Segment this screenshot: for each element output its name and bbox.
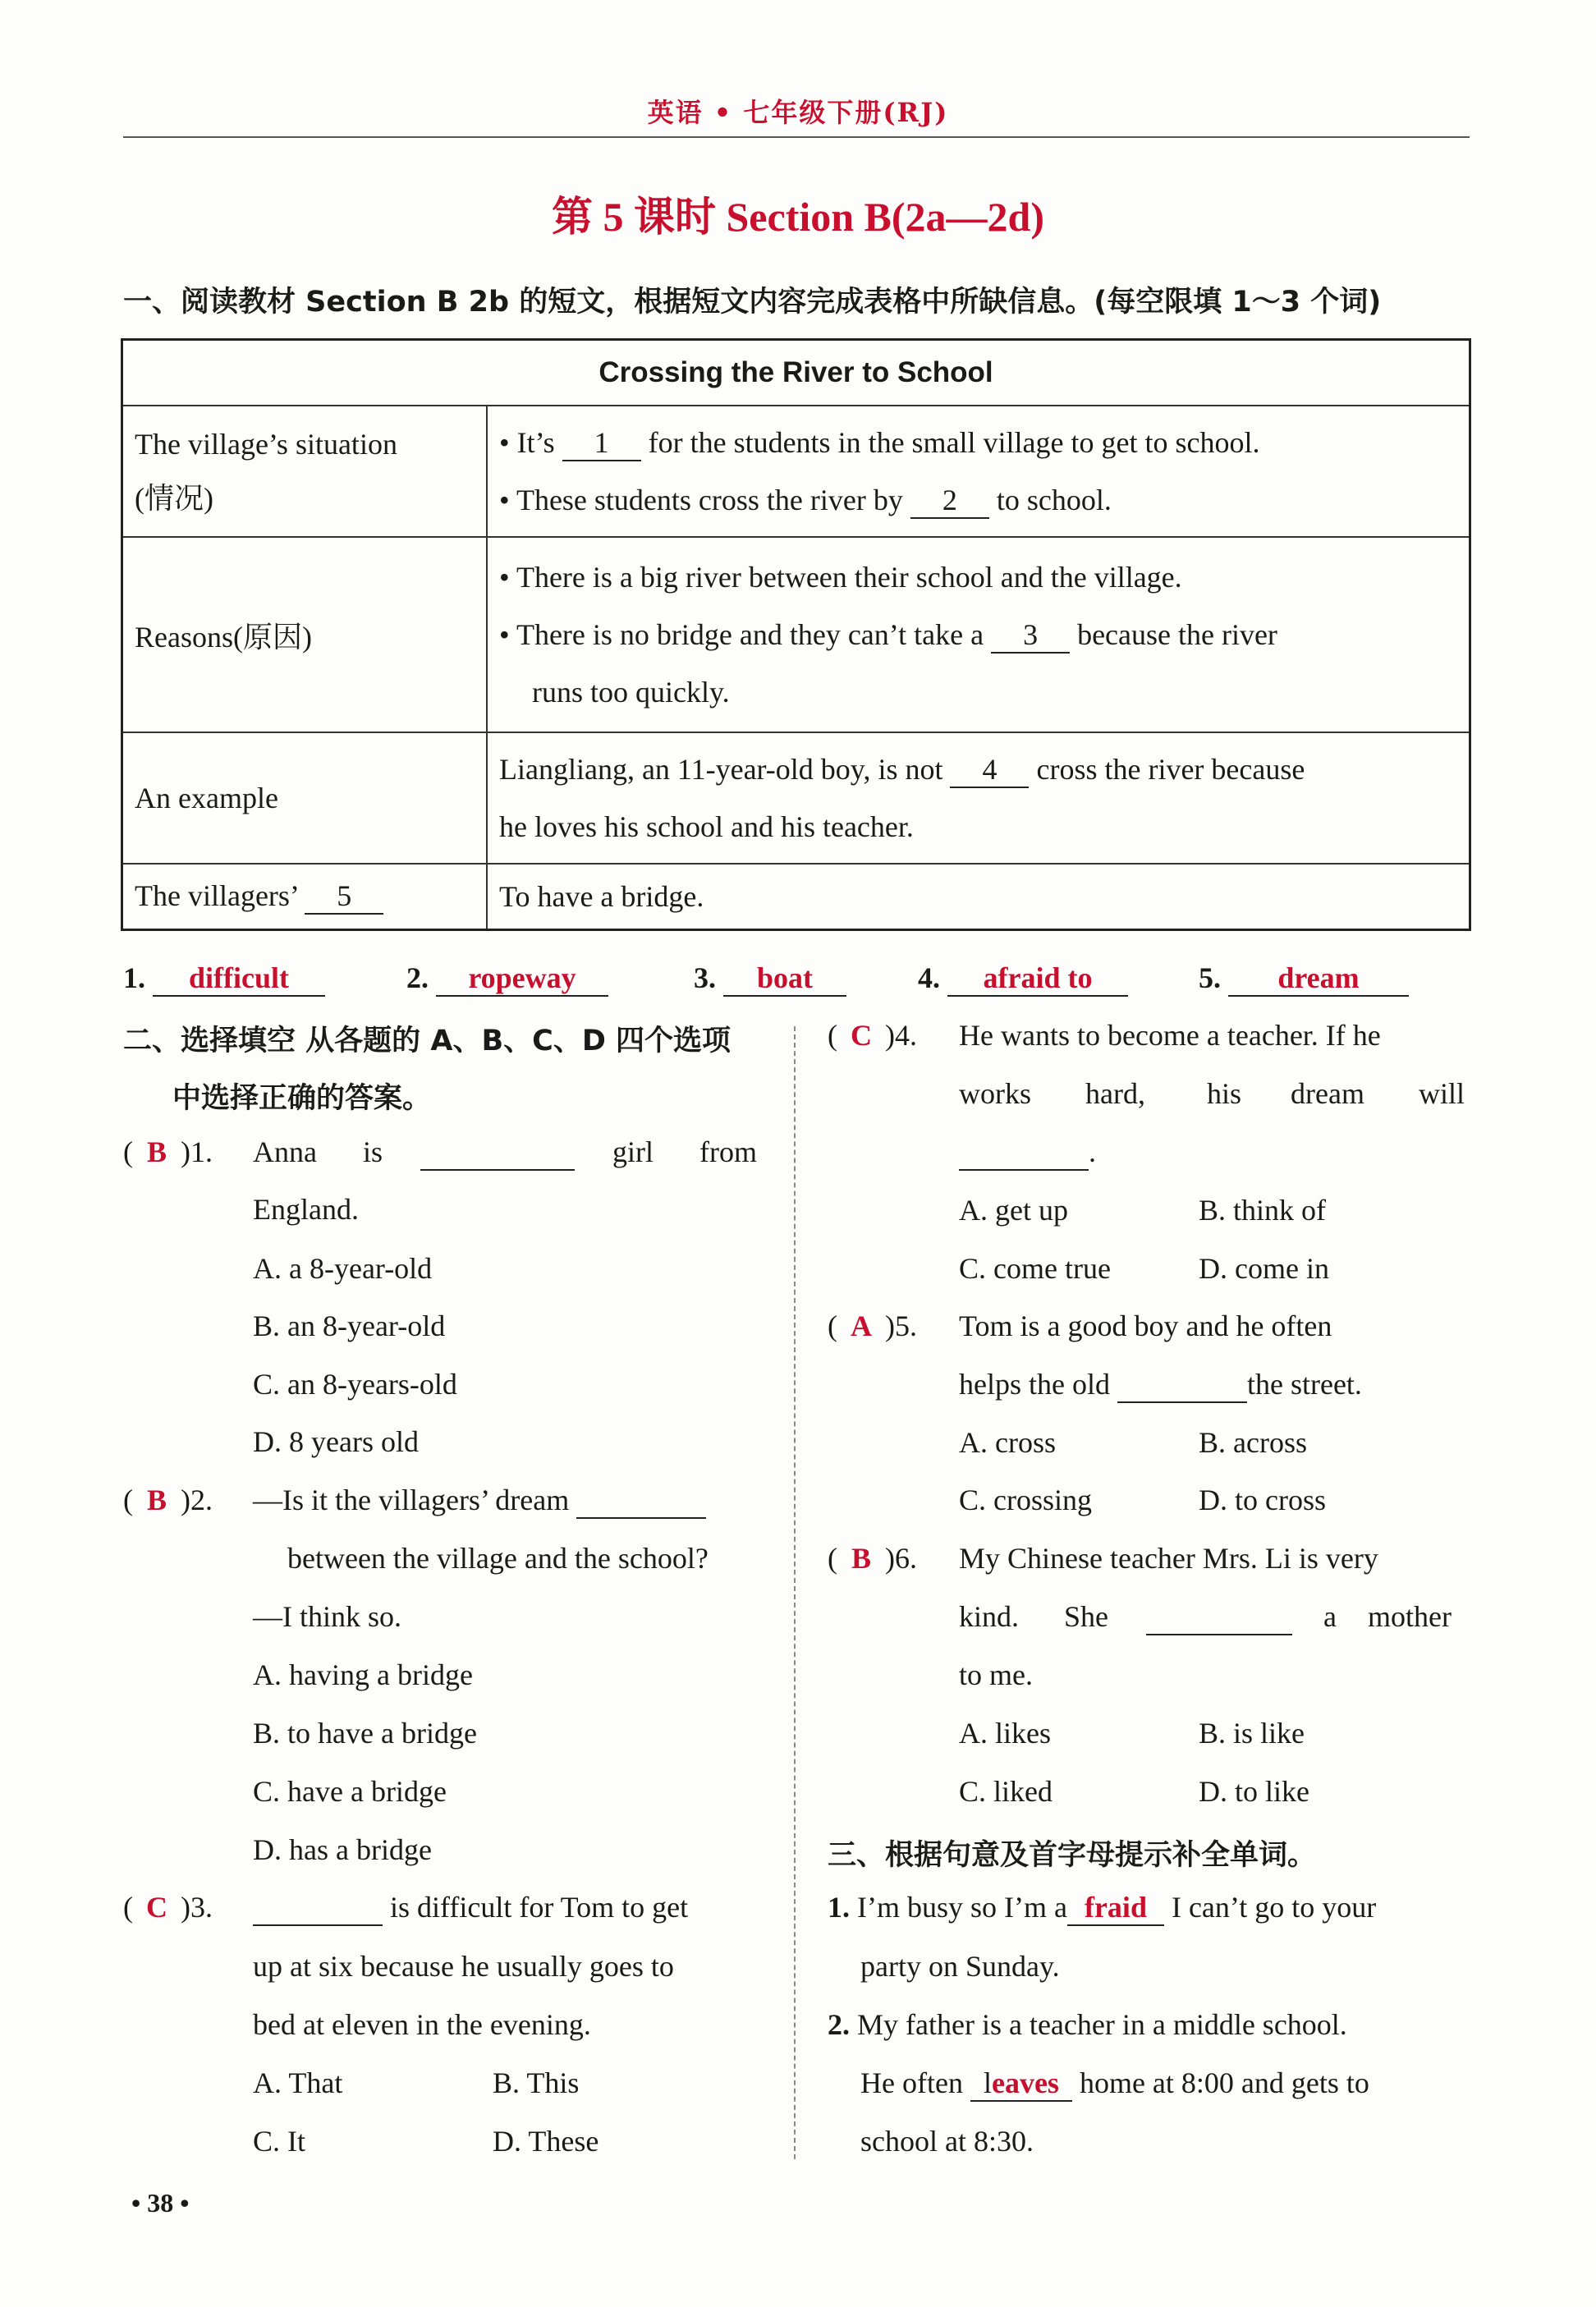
option-b: B. This [493,2066,580,2099]
answer-4: 4. afraid to [918,961,1128,997]
table-row-label: Reasons(原因) [122,537,488,732]
question-6-blank [1146,1599,1292,1635]
table-row-label: The villagers’ 5 [122,864,488,929]
fill-2-answer: eaves [991,2066,1059,2099]
question-4-text: will [1419,1077,1465,1110]
blank-1: 1 [562,427,641,461]
fill-2-text: He often leaves home at 8:00 and gets to [860,2066,1369,2102]
header-rule [123,136,1470,138]
question-4-text: He wants to become a teacher. If he [959,1019,1381,1052]
option-b: B. is like [1199,1717,1305,1750]
blank-3: 3 [991,619,1070,654]
answer-1: 1. difficult [123,961,325,997]
option-b: B. an 8-year-old [253,1309,446,1342]
option-d: D. has a bridge [253,1833,432,1866]
page-number: • 38 • [131,2188,190,2218]
option-a: A. That [253,2066,343,2099]
blank-4: 4 [950,754,1029,788]
table-line: • It’s 1 for the students in the small village to get to school. [499,414,1457,471]
fill-1-answer: fraid [1067,1892,1164,1926]
question-5-text: helps the old the street. [959,1367,1362,1403]
fill-1: 1. I’m busy so I’m a fraid I can’t go to your [828,1890,1376,1926]
table-line: he loves his school and his teacher. [499,810,914,843]
table-line: Liangliang, an 11-year-old boy, is not 4 cross the river because [499,741,1457,798]
table-row-label: An example [122,732,488,864]
question-5-answer: A [851,1309,872,1342]
question-4-text: dream [1291,1077,1364,1110]
question-4-text: his [1207,1077,1242,1110]
answer-5: 5. dream [1199,961,1409,997]
question-3-answer: C [146,1891,167,1924]
question-1-blank [420,1135,575,1171]
option-c: C. It [253,2125,306,2158]
table-row-label: The village’s situation (情况) [122,406,488,537]
option-c: C. have a bridge [253,1775,447,1808]
question-6-number: ( B )6. [828,1542,917,1575]
question-1-text: is [363,1135,383,1168]
question-1-text: girl [612,1135,654,1168]
option-c: C. an 8-years-old [253,1368,457,1401]
option-d: D. 8 years old [253,1425,419,1458]
question-6-text: kind. [959,1600,1020,1633]
table-row-content [487,537,1470,732]
option-d: D. to cross [1199,1484,1326,1516]
question-3-text: up at six because he usually goes to [253,1950,674,1983]
question-3-number: ( C )3. [123,1891,213,1924]
answer-3: 3. boat [694,961,846,997]
part3-heading: 三、根据句意及首字母提示补全单词。 [828,1839,1317,1872]
question-6-text: to me. [959,1658,1033,1691]
table-row-content [487,732,1470,864]
blank-5: 5 [305,880,383,915]
lesson-title: 第 5 课时 Section B(2a—2d) [552,194,1044,240]
question-4-answer: C [851,1019,872,1052]
part2-heading-cont: 中选择正确的答案。 [172,1082,432,1115]
question-4-number: ( C )4. [828,1019,917,1052]
column-divider [794,1026,796,2159]
question-2-answer: B [146,1484,167,1516]
table-title: Crossing the River to School [122,340,1470,406]
running-header: 英语 • 七年级下册(RJ) [647,97,949,128]
fill-1-text: party on Sunday. [860,1950,1060,1983]
question-4-text: . [959,1135,1096,1171]
fill-2: 2. My father is a teacher in a middle school. [828,2008,1347,2041]
question-6-text: She [1064,1600,1108,1633]
question-2-text: —I think so. [253,1600,402,1633]
option-c: C. come true [959,1252,1111,1285]
question-6-text: My Chinese teacher Mrs. Li is very [959,1542,1378,1575]
table-line: • There is no bridge and they can’t take a 3 because the river [499,606,1457,663]
question-6-text: mother [1368,1600,1452,1633]
option-a: A. cross [959,1426,1056,1459]
part2-heading: 二、选择填空 从各题的 A、B、C、D 四个选项 [123,1025,732,1057]
question-2-text: between the village and the school? [287,1542,709,1575]
question-1-text: England. [253,1193,359,1226]
question-4-text: hard, [1085,1077,1145,1110]
option-d: D. come in [1199,1252,1329,1285]
option-a: A. having a bridge [253,1658,473,1691]
fill-2-text: school at 8:30. [860,2125,1034,2158]
question-5-number: ( A )5. [828,1309,917,1342]
option-a: A. likes [959,1717,1051,1750]
question-1-answer: B [146,1135,167,1168]
question-4-text: works [959,1077,1031,1110]
question-2-text: —Is it the villagers’ dream [253,1483,706,1519]
option-b: B. think of [1199,1194,1327,1227]
reading-table [121,338,1471,931]
table-row-content [487,406,1470,537]
option-b: B. to have a bridge [253,1717,477,1750]
question-1-text: Anna [253,1135,317,1168]
table-row-content: To have a bridge. [487,864,1470,929]
option-b: B. across [1199,1426,1307,1459]
option-a: A. a 8-year-old [253,1252,433,1285]
table-line: runs too quickly. [532,676,730,709]
question-2-number: ( B )2. [123,1484,213,1516]
table-line: • These students cross the river by 2 to school. [499,471,1457,529]
question-3-text: is difficult for Tom to get [253,1890,688,1926]
option-c: C. liked [959,1775,1053,1808]
answer-2: 2. ropeway [406,961,608,997]
part1-heading: 一、阅读教材 Section B 2b 的短文，根据短文内容完成表格中所缺信息。(每空限填 1～3 个词) [123,286,1382,319]
question-5-text: Tom is a good boy and he often [959,1309,1332,1342]
table-line: • There is a big river between their school and the village. [499,561,1182,594]
question-6-answer: B [851,1542,871,1575]
question-1-number: ( B )1. [123,1135,213,1168]
option-c: C. crossing [959,1484,1092,1516]
option-d: D. to like [1199,1775,1309,1808]
question-3-text: bed at eleven in the evening. [253,2008,591,2041]
question-6-text: a [1323,1600,1337,1633]
option-d: D. These [493,2125,599,2158]
option-a: A. get up [959,1194,1068,1227]
blank-2: 2 [910,484,989,519]
question-1-text: from [699,1135,757,1168]
